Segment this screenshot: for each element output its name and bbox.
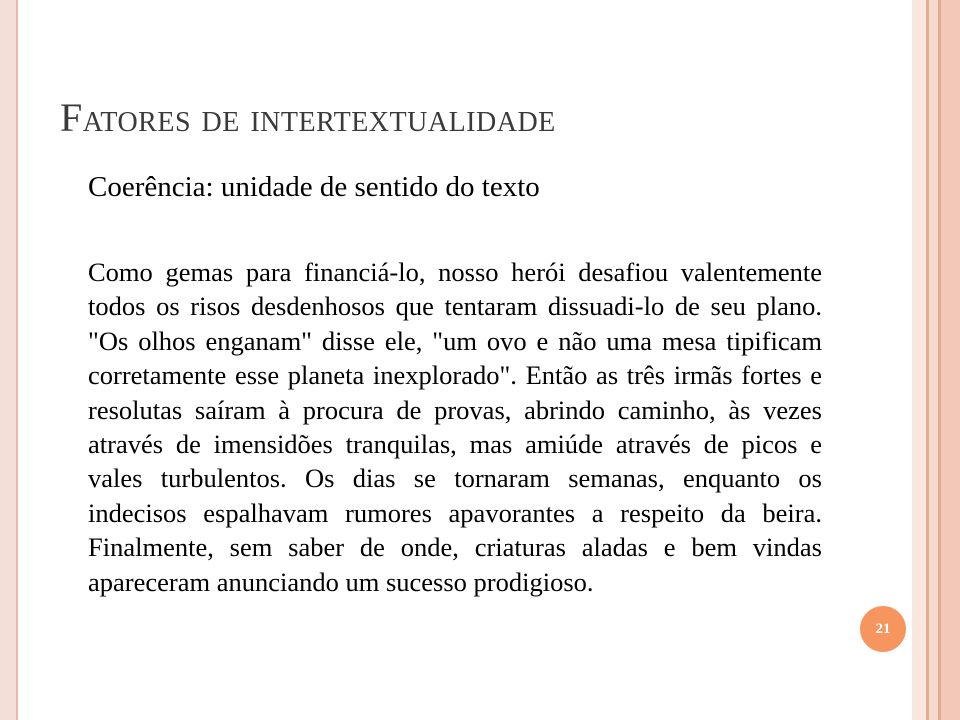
right-decorative-border [912,0,960,720]
border-stripe [912,0,926,720]
slide-subtitle: Coerência: unidade de sentido do texto [88,171,540,203]
border-stripe [929,0,938,720]
border-stripe [941,0,960,720]
page-number-badge: 21 [860,606,906,652]
slide-title: Fatores de intertextualidade [60,95,556,140]
slide-body-paragraph: Como gemas para financiá-lo, nosso herói desafiou valentemente todos os risos desdenhosos que tentaram dissuadi-lo de seu plano. "Os olhos enganam" disse ele, "um ovo e não uma mesa tipificam corretamente esse planeta inexplorado". Então as três irmãs fortes e resolutas saíram à procura de provas, abrindo caminho, às vezes através de imensidões tranquilas, mas amiúde através de picos e vales turbulentos. Os dias se tornaram semanas, enquanto os indecisos espalhavam rumores apavorantes a respeito da beira. Finalmente, sem saber de onde, criaturas aladas e bem vindas apareceram anunciando um sucesso prodigioso. [88,257,822,597]
left-decorative-border [0,0,18,720]
